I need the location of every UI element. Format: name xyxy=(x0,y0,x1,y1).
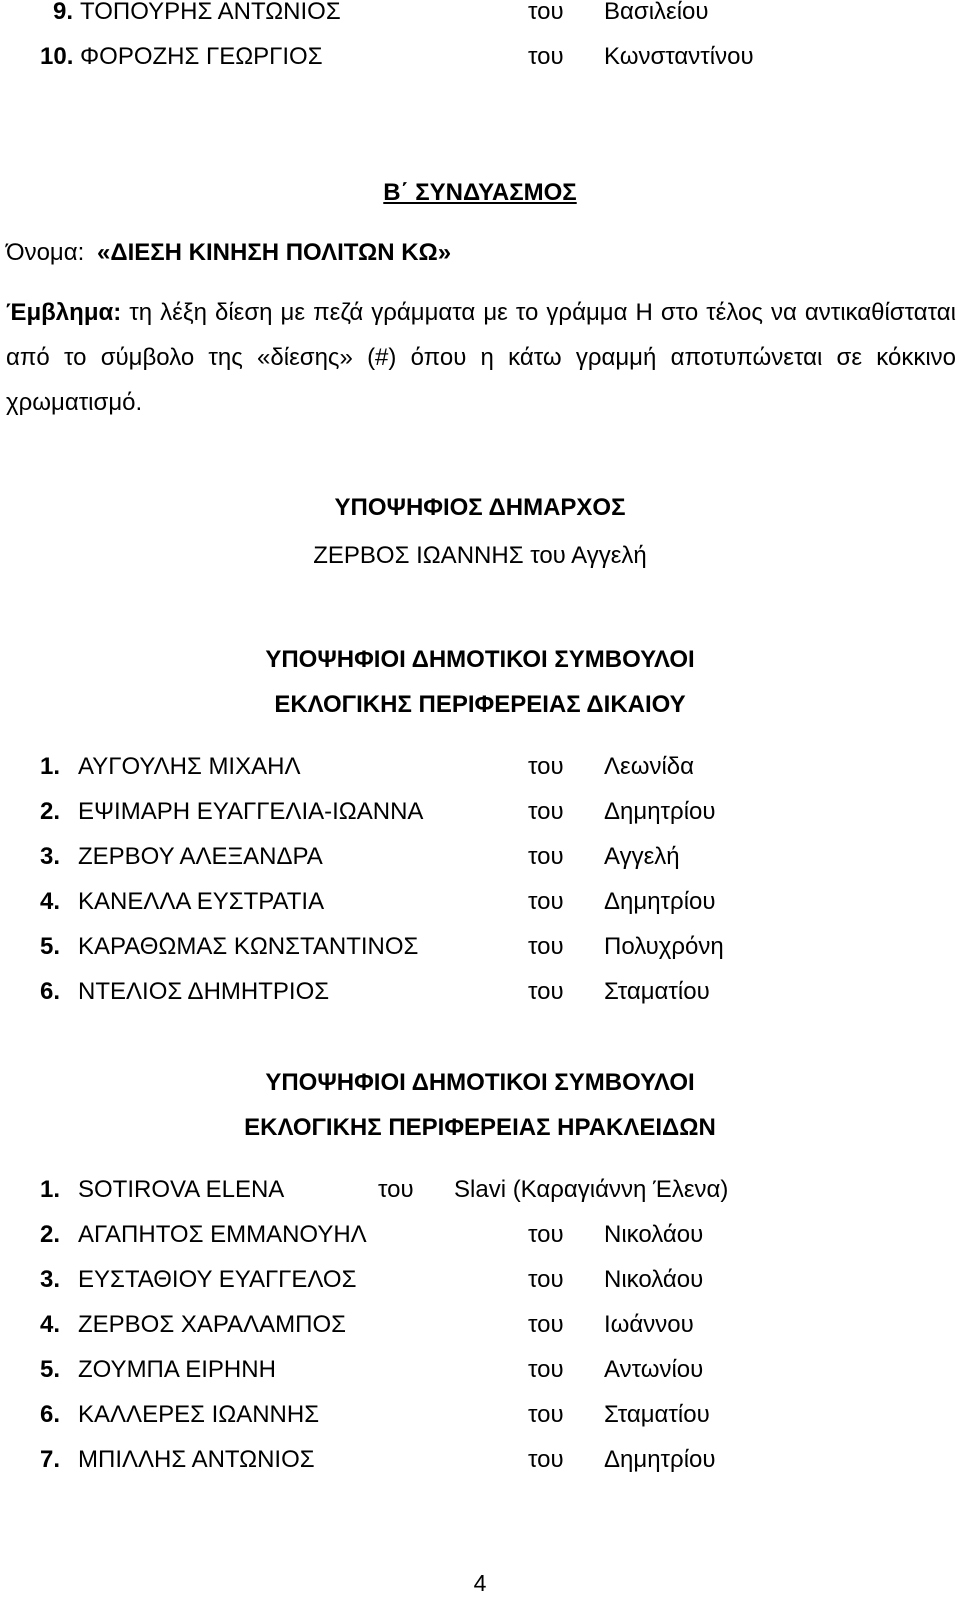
candidate-name: ΚΑΡΑΘΩΜΑΣ ΚΩΝΣΤΑΝΤΙΝΟΣ xyxy=(78,933,419,960)
item-number: 5. xyxy=(40,1356,61,1383)
item-number: 1. xyxy=(40,753,61,780)
list-item xyxy=(0,1354,960,1386)
emblem-paragraph xyxy=(6,290,956,425)
patronym: Ιωάννου xyxy=(604,1311,694,1338)
candidate-name: SOTIROVA ELENA xyxy=(78,1176,285,1203)
patronym-particle: του xyxy=(528,798,564,825)
item-number: 5. xyxy=(40,933,61,960)
candidate-name: ΜΠΙΛΛΗΣ ΑΝΤΩΝΙΟΣ xyxy=(78,1446,315,1473)
patronym: Αντωνίου xyxy=(604,1356,704,1383)
coalition-name-line xyxy=(6,237,451,269)
item-number: 4. xyxy=(40,1311,61,1338)
candidate-name: ΖΕΡΒΟΥ ΑΛΕΞΑΝΔΡΑ xyxy=(78,843,323,870)
patronym-particle: του xyxy=(528,933,564,960)
patronym: Αγγελή xyxy=(604,843,680,870)
district-heading: ΥΠΟΨΗΦΙΟΙ ΔΗΜΟΤΙΚΟΙ ΣΥΜΒΟΥΛΟΙ xyxy=(265,1069,695,1096)
candidate-name: ΖΟΥΜΠΑ ΕΙΡΗΝΗ xyxy=(78,1356,276,1383)
district-subheading: ΕΚΛΟΓΙΚΗΣ ΠΕΡΙΦΕΡΕΙΑΣ ΗΡΑΚΛΕΙΔΩΝ xyxy=(244,1114,716,1141)
item-number: 1. xyxy=(40,1176,61,1203)
candidate-name: ΑΥΓΟΥΛΗΣ ΜΙΧΑΗΛ xyxy=(78,753,301,780)
list-item xyxy=(0,976,960,1008)
list-item xyxy=(0,1174,960,1206)
candidate-name: ΑΓΑΠΗΤΟΣ ΕΜΜΑΝΟΥΗΛ xyxy=(78,1221,367,1248)
item-number: 7. xyxy=(40,1446,61,1473)
list-item xyxy=(0,1309,960,1341)
coalition-heading: Β΄ ΣΥΝΔΥΑΣΜΟΣ xyxy=(383,179,577,206)
emblem-label: Έμβλημα: xyxy=(6,299,122,326)
patronym-particle: του xyxy=(528,1266,564,1293)
patronym-particle: του xyxy=(528,1221,564,1248)
patronym: Δημητρίου xyxy=(604,1446,716,1473)
list-item xyxy=(0,1264,960,1296)
patronym-particle: του xyxy=(528,753,564,780)
patronym: Βασιλείου xyxy=(604,0,709,25)
patronym: Λεωνίδα xyxy=(604,753,695,780)
patronym-particle: του xyxy=(528,1401,564,1428)
patronym: Κωνσταντίνου xyxy=(604,43,754,70)
page-number: 4 xyxy=(473,1570,487,1596)
patronym-particle: του xyxy=(528,43,564,70)
name-value: «ΔΙΕΣΗ ΚΙΝΗΣΗ ΠΟΛΙΤΩΝ ΚΩ» xyxy=(96,239,452,266)
list-item xyxy=(0,841,960,873)
mayor-heading: ΥΠΟΨΗΦΙΟΣ ΔΗΜΑΡΧΟΣ xyxy=(334,494,626,521)
list-item xyxy=(0,796,960,828)
candidate-name: ΖΕΡΒΟΣ ΧΑΡΑΛΑΜΠΟΣ xyxy=(78,1311,346,1338)
name-label: Όνομα: xyxy=(6,239,85,266)
candidate-name: ΚΑΝΕΛΛΑ ΕΥΣΤΡΑΤΙΑ xyxy=(78,888,325,915)
item-number: 9. xyxy=(53,0,74,25)
item-number: 3. xyxy=(40,843,61,870)
list-item xyxy=(0,751,960,783)
emblem-text: τη λέξη δίεση με πεζά γράμματα με το γράμμα Η στο τέλος να αντικαθίσταται από το σύμβολο της «δίεσης» (#) όπου η κάτω γραμμή αποτυπώνεται σε κόκκινο χρωματισμό. xyxy=(6,299,956,416)
item-number: 6. xyxy=(40,1401,61,1428)
patronym: Δημητρίου xyxy=(604,798,716,825)
list-item xyxy=(0,931,960,963)
candidate-name: ΚΑΛΛΕΡΕΣ ΙΩΑΝΝΗΣ xyxy=(78,1401,320,1428)
patronym: Νικολάου xyxy=(604,1221,704,1248)
mayor-name: ΖΕΡΒΟΣ ΙΩΑΝΝΗΣ του Αγγελή xyxy=(313,542,647,569)
candidate-name: ΕΨΙΜΑΡΗ ΕΥΑΓΓΕΛΙΑ-ΙΩΑΝΝΑ xyxy=(78,798,424,825)
patronym: Σταματίου xyxy=(604,978,710,1005)
item-number: 10. xyxy=(40,43,74,70)
patronym: Νικολάου xyxy=(604,1266,704,1293)
item-number: 2. xyxy=(40,1221,61,1248)
list-item xyxy=(0,1399,960,1431)
item-number: 6. xyxy=(40,978,61,1005)
list-item xyxy=(0,0,960,28)
item-number: 3. xyxy=(40,1266,61,1293)
district-heading: ΥΠΟΨΗΦΙΟΙ ΔΗΜΟΤΙΚΟΙ ΣΥΜΒΟΥΛΟΙ xyxy=(265,646,695,673)
list-item xyxy=(0,41,960,73)
patronym: Slavi (Καραγιάννη Έλενα) xyxy=(454,1176,729,1203)
patronym-particle: του xyxy=(378,1176,414,1203)
patronym: Πολυχρόνη xyxy=(604,933,724,960)
patronym-particle: του xyxy=(528,1356,564,1383)
candidate-name: ΦΟΡΟΖΗΣ ΓΕΩΡΓΙΟΣ xyxy=(80,43,323,70)
patronym-particle: του xyxy=(528,1311,564,1338)
list-item xyxy=(0,1219,960,1251)
patronym-particle: του xyxy=(528,843,564,870)
candidate-name: ΤΟΠΟΥΡΗΣ ΑΝΤΩΝΙΟΣ xyxy=(80,0,341,25)
item-number: 4. xyxy=(40,888,61,915)
list-item xyxy=(0,1444,960,1476)
patronym-particle: του xyxy=(528,888,564,915)
patronym: Δημητρίου xyxy=(604,888,716,915)
patronym: Σταματίου xyxy=(604,1401,710,1428)
candidate-name: ΕΥΣΤΑΘΙΟΥ ΕΥΑΓΓΕΛΟΣ xyxy=(78,1266,357,1293)
patronym-particle: του xyxy=(528,0,564,25)
district-subheading: ΕΚΛΟΓΙΚΗΣ ΠΕΡΙΦΕΡΕΙΑΣ ΔΙΚΑΙΟΥ xyxy=(274,691,686,718)
item-number: 2. xyxy=(40,798,61,825)
patronym-particle: του xyxy=(528,1446,564,1473)
list-item xyxy=(0,886,960,918)
candidate-name: ΝΤΕΛΙΟΣ ΔΗΜΗΤΡΙΟΣ xyxy=(78,978,330,1005)
patronym-particle: του xyxy=(528,978,564,1005)
